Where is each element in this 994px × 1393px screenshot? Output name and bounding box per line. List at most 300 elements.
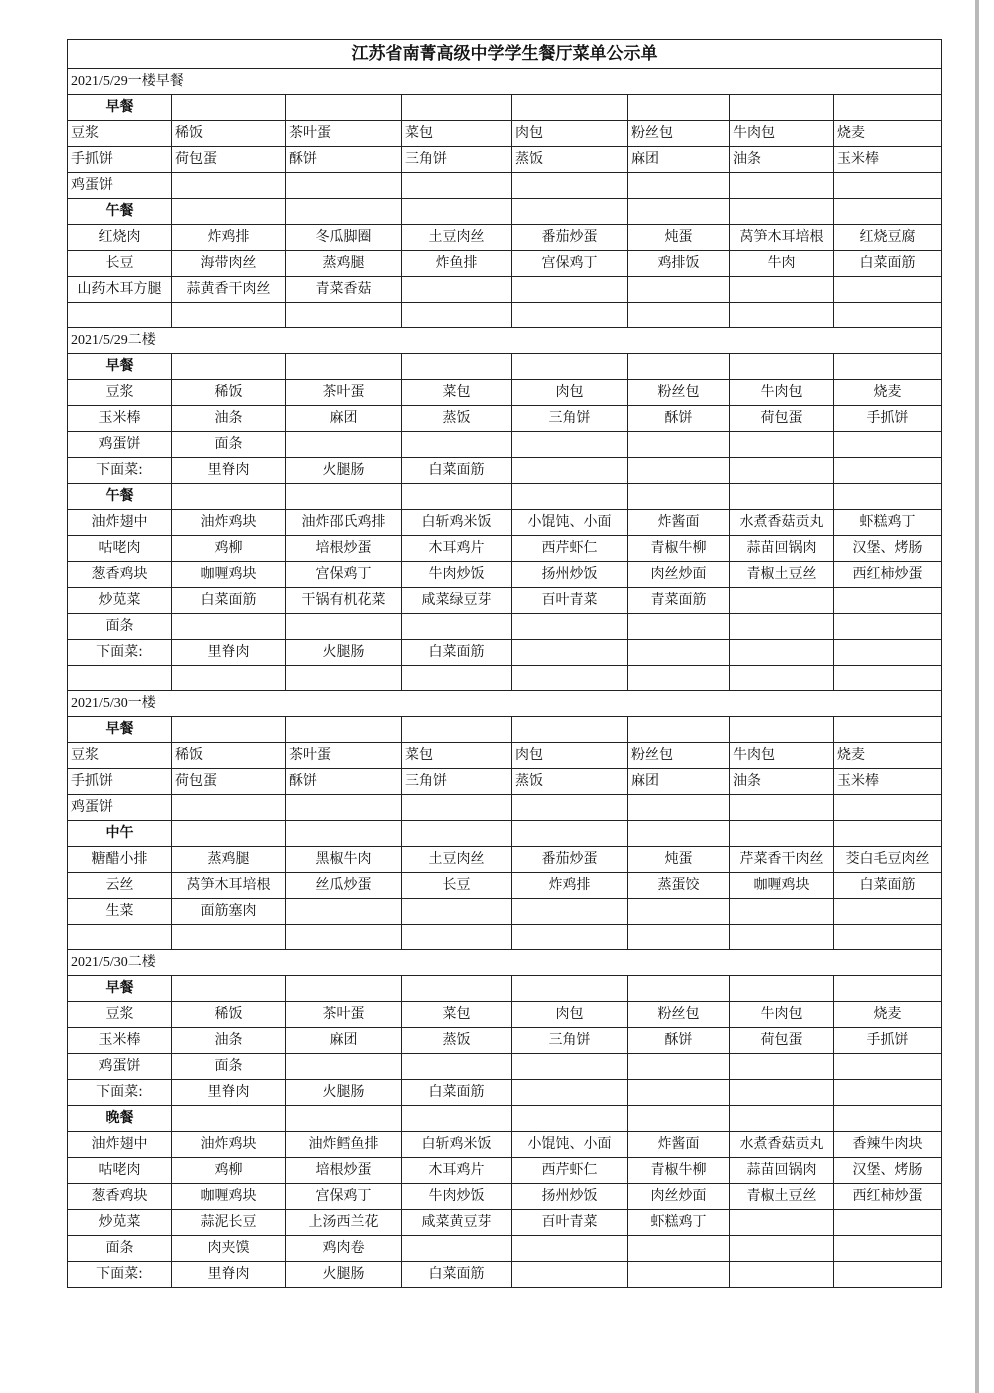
menu-item: 鸡柳 xyxy=(172,1158,286,1184)
menu-item: 青椒牛柳 xyxy=(628,536,730,562)
section-header-row xyxy=(68,950,942,976)
menu-item xyxy=(512,1080,628,1106)
menu-item: 炒苋菜 xyxy=(68,1210,172,1236)
menu-item xyxy=(286,95,402,121)
menu-item: 肉包 xyxy=(512,121,628,147)
menu-item xyxy=(286,173,402,199)
menu-item xyxy=(402,354,512,380)
menu-item: 油炸翅中 xyxy=(68,1132,172,1158)
menu-row xyxy=(68,717,942,743)
menu-item xyxy=(628,484,730,510)
menu-item: 荷包蛋 xyxy=(172,769,286,795)
menu-item: 蒜苗回锅肉 xyxy=(730,536,834,562)
menu-item: 红烧豆腐 xyxy=(834,225,942,251)
menu-item: 咖喱鸡块 xyxy=(172,562,286,588)
menu-item xyxy=(730,614,834,640)
menu-item: 荷包蛋 xyxy=(172,147,286,173)
menu-item xyxy=(628,1054,730,1080)
menu-item: 鸡排饭 xyxy=(628,251,730,277)
menu-item: 油炸鸡块 xyxy=(172,510,286,536)
menu-item: 肉丝炒面 xyxy=(628,1184,730,1210)
menu-item: 咕咾肉 xyxy=(68,536,172,562)
menu-item: 蒸蛋饺 xyxy=(628,873,730,899)
menu-item xyxy=(512,1236,628,1262)
menu-item xyxy=(512,976,628,1002)
menu-item xyxy=(834,1262,942,1288)
menu-item: 手抓饼 xyxy=(834,406,942,432)
section-header-row xyxy=(68,691,942,717)
menu-item xyxy=(286,354,402,380)
menu-item xyxy=(512,277,628,303)
menu-item: 牛肉包 xyxy=(730,121,834,147)
menu-item: 虾糕鸡丁 xyxy=(834,510,942,536)
menu-item: 百叶青菜 xyxy=(512,588,628,614)
menu-item: 蒸鸡腿 xyxy=(286,251,402,277)
menu-item: 油炸邵氏鸡排 xyxy=(286,510,402,536)
menu-item xyxy=(172,717,286,743)
menu-item: 鸡柳 xyxy=(172,536,286,562)
menu-item xyxy=(512,1262,628,1288)
menu-item xyxy=(730,458,834,484)
menu-item: 咸菜黄豆芽 xyxy=(402,1210,512,1236)
menu-item: 手抓饼 xyxy=(68,769,172,795)
menu-row xyxy=(68,562,942,588)
menu-item xyxy=(286,717,402,743)
menu-item: 荷包蛋 xyxy=(730,1028,834,1054)
menu-item xyxy=(834,1210,942,1236)
menu-item xyxy=(402,795,512,821)
menu-item: 香辣牛肉块 xyxy=(834,1132,942,1158)
menu-item: 宫保鸡丁 xyxy=(286,562,402,588)
menu-item: 西芹虾仁 xyxy=(512,1158,628,1184)
menu-item: 火腿肠 xyxy=(286,640,402,666)
menu-item xyxy=(172,1106,286,1132)
menu-item xyxy=(628,976,730,1002)
menu-item xyxy=(402,199,512,225)
menu-item xyxy=(834,1054,942,1080)
menu-item: 白菜面筋 xyxy=(834,251,942,277)
menu-row xyxy=(68,251,942,277)
menu-item: 稀饭 xyxy=(172,743,286,769)
menu-item: 扬州炒饭 xyxy=(512,562,628,588)
menu-item: 酥饼 xyxy=(286,147,402,173)
menu-row xyxy=(68,1184,942,1210)
menu-item: 三角饼 xyxy=(512,406,628,432)
menu-item xyxy=(834,795,942,821)
menu-row xyxy=(68,1002,942,1028)
menu-row xyxy=(68,225,942,251)
menu-item: 豆浆 xyxy=(68,743,172,769)
menu-item xyxy=(834,976,942,1002)
menu-item: 白菜面筋 xyxy=(834,873,942,899)
menu-item xyxy=(834,199,942,225)
menu-item: 玉米棒 xyxy=(834,769,942,795)
menu-item: 百叶青菜 xyxy=(512,1210,628,1236)
menu-item: 面筋塞肉 xyxy=(172,899,286,925)
menu-item xyxy=(172,666,286,691)
menu-item xyxy=(834,277,942,303)
menu-item: 炒苋菜 xyxy=(68,588,172,614)
menu-item xyxy=(512,1054,628,1080)
menu-item: 白斩鸡米饭 xyxy=(402,1132,512,1158)
menu-row xyxy=(68,1262,942,1288)
menu-item xyxy=(730,432,834,458)
menu-item: 葱香鸡块 xyxy=(68,562,172,588)
menu-item: 土豆肉丝 xyxy=(402,847,512,873)
menu-item: 黑椒牛肉 xyxy=(286,847,402,873)
menu-item: 牛肉包 xyxy=(730,380,834,406)
menu-item xyxy=(628,614,730,640)
menu-row xyxy=(68,173,942,199)
menu-item xyxy=(512,925,628,950)
menu-item xyxy=(730,354,834,380)
menu-item: 手抓饼 xyxy=(68,147,172,173)
meal-label: 早餐 xyxy=(68,717,172,743)
menu-item: 水煮香菇贡丸 xyxy=(730,1132,834,1158)
menu-item xyxy=(628,640,730,666)
menu-item: 油炸翅中 xyxy=(68,510,172,536)
menu-item xyxy=(628,173,730,199)
menu-row xyxy=(68,147,942,173)
menu-item: 蒸饭 xyxy=(402,1028,512,1054)
menu-item: 油炸鳕鱼排 xyxy=(286,1132,402,1158)
menu-item: 培根炒蛋 xyxy=(286,536,402,562)
menu-item xyxy=(834,666,942,691)
menu-item: 咖喱鸡块 xyxy=(172,1184,286,1210)
menu-row xyxy=(68,1106,942,1132)
menu-item: 干锅有机花菜 xyxy=(286,588,402,614)
menu-item xyxy=(68,303,172,328)
menu-row xyxy=(68,121,942,147)
menu-item xyxy=(402,717,512,743)
menu-item: 下面菜: xyxy=(68,458,172,484)
menu-item xyxy=(834,1236,942,1262)
menu-row xyxy=(68,277,942,303)
menu-item: 里脊肉 xyxy=(172,1080,286,1106)
menu-item xyxy=(172,354,286,380)
menu-item: 面条 xyxy=(68,1236,172,1262)
menu-item: 培根炒蛋 xyxy=(286,1158,402,1184)
menu-item: 烧麦 xyxy=(834,380,942,406)
menu-row xyxy=(68,899,942,925)
menu-item xyxy=(512,795,628,821)
menu-item: 蒸饭 xyxy=(402,406,512,432)
menu-item: 西红柿炒蛋 xyxy=(834,562,942,588)
menu-item: 豆浆 xyxy=(68,380,172,406)
menu-item xyxy=(628,717,730,743)
menu-item xyxy=(512,484,628,510)
menu-item: 白菜面筋 xyxy=(172,588,286,614)
menu-item: 水煮香菇贡丸 xyxy=(730,510,834,536)
menu-item: 鸡肉卷 xyxy=(286,1236,402,1262)
menu-item: 里脊肉 xyxy=(172,1262,286,1288)
menu-item xyxy=(834,588,942,614)
menu-item: 蒸饭 xyxy=(512,147,628,173)
menu-item: 山药木耳方腿 xyxy=(68,277,172,303)
menu-item xyxy=(402,666,512,691)
menu-row xyxy=(68,199,942,225)
menu-item xyxy=(286,614,402,640)
menu-row xyxy=(68,1132,942,1158)
menu-item: 麻团 xyxy=(628,147,730,173)
menu-item xyxy=(286,821,402,847)
menu-item: 白菜面筋 xyxy=(402,640,512,666)
menu-item: 小馄饨、小面 xyxy=(512,1132,628,1158)
menu-item: 汉堡、烤肠 xyxy=(834,536,942,562)
menu-item: 粉丝包 xyxy=(628,743,730,769)
menu-item xyxy=(512,95,628,121)
menu-item xyxy=(730,1262,834,1288)
menu-item: 海带肉丝 xyxy=(172,251,286,277)
menu-item: 菜包 xyxy=(402,743,512,769)
menu-item xyxy=(68,925,172,950)
menu-item: 豆浆 xyxy=(68,121,172,147)
menu-item xyxy=(172,199,286,225)
section-header: 2021/5/30二楼 xyxy=(68,950,942,976)
menu-item xyxy=(834,354,942,380)
menu-item xyxy=(730,666,834,691)
section-header-row xyxy=(68,69,942,95)
menu-item xyxy=(628,925,730,950)
menu-item xyxy=(286,1054,402,1080)
menu-item xyxy=(834,717,942,743)
menu-item xyxy=(402,432,512,458)
menu-item xyxy=(286,976,402,1002)
menu-item: 下面菜: xyxy=(68,640,172,666)
page-edge-shadow xyxy=(975,0,979,1393)
menu-item xyxy=(402,614,512,640)
menu-item: 番茄炒蛋 xyxy=(512,225,628,251)
menu-item: 粉丝包 xyxy=(628,1002,730,1028)
menu-item: 荷包蛋 xyxy=(730,406,834,432)
menu-item xyxy=(402,1236,512,1262)
menu-row xyxy=(68,873,942,899)
menu-item: 酥饼 xyxy=(628,1028,730,1054)
menu-item xyxy=(512,303,628,328)
menu-row xyxy=(68,458,942,484)
menu-item xyxy=(834,173,942,199)
menu-item xyxy=(512,199,628,225)
menu-item: 油条 xyxy=(172,406,286,432)
title-row xyxy=(68,40,942,69)
menu-item xyxy=(730,1106,834,1132)
menu-row xyxy=(68,821,942,847)
menu-item xyxy=(402,1106,512,1132)
menu-item xyxy=(402,173,512,199)
menu-item xyxy=(834,821,942,847)
menu-item xyxy=(172,484,286,510)
menu-item: 鸡蛋饼 xyxy=(68,1054,172,1080)
menu-item: 生菜 xyxy=(68,899,172,925)
menu-row xyxy=(68,588,942,614)
menu-item xyxy=(834,1080,942,1106)
menu-row xyxy=(68,666,942,691)
menu-item: 宫保鸡丁 xyxy=(286,1184,402,1210)
menu-item: 白菜面筋 xyxy=(402,1262,512,1288)
menu-item: 里脊肉 xyxy=(172,458,286,484)
menu-item: 青椒牛柳 xyxy=(628,1158,730,1184)
menu-item xyxy=(730,1236,834,1262)
menu-item xyxy=(172,303,286,328)
menu-item xyxy=(730,899,834,925)
menu-item: 白菜面筋 xyxy=(402,458,512,484)
menu-item: 粉丝包 xyxy=(628,380,730,406)
menu-item xyxy=(512,1106,628,1132)
menu-item: 菜包 xyxy=(402,1002,512,1028)
menu-item: 糖醋小排 xyxy=(68,847,172,873)
menu-row xyxy=(68,976,942,1002)
menu-item xyxy=(628,277,730,303)
menu-item: 肉包 xyxy=(512,1002,628,1028)
menu-item: 鸡蛋饼 xyxy=(68,795,172,821)
section-header-row xyxy=(68,328,942,354)
menu-item xyxy=(730,640,834,666)
meal-label: 中午 xyxy=(68,821,172,847)
menu-item xyxy=(512,666,628,691)
menu-item: 酥饼 xyxy=(628,406,730,432)
menu-item xyxy=(402,277,512,303)
menu-item xyxy=(730,925,834,950)
menu-item: 炸酱面 xyxy=(628,510,730,536)
meal-label: 午餐 xyxy=(68,484,172,510)
menu-item: 面条 xyxy=(68,614,172,640)
menu-row xyxy=(68,1158,942,1184)
menu-item xyxy=(628,458,730,484)
menu-item: 炸鱼排 xyxy=(402,251,512,277)
menu-item: 蒜黄香干肉丝 xyxy=(172,277,286,303)
menu-item xyxy=(172,925,286,950)
menu-item xyxy=(834,95,942,121)
menu-item: 下面菜: xyxy=(68,1262,172,1288)
menu-item xyxy=(834,458,942,484)
page-title: 江苏省南菁高级中学学生餐厅菜单公示单 xyxy=(68,40,942,69)
menu-item: 冬瓜脚圈 xyxy=(286,225,402,251)
menu-row xyxy=(68,432,942,458)
menu-item: 青菜香菇 xyxy=(286,277,402,303)
menu-item xyxy=(402,484,512,510)
menu-item xyxy=(730,821,834,847)
menu-item xyxy=(628,199,730,225)
menu-item: 蒜苗回锅肉 xyxy=(730,1158,834,1184)
menu-item xyxy=(512,640,628,666)
menu-item: 稀饭 xyxy=(172,1002,286,1028)
menu-item: 玉米棒 xyxy=(68,1028,172,1054)
menu-item: 酥饼 xyxy=(286,769,402,795)
section-header: 2021/5/29一楼早餐 xyxy=(68,69,942,95)
menu-item: 鸡蛋饼 xyxy=(68,173,172,199)
menu-row xyxy=(68,406,942,432)
menu-item: 鸡蛋饼 xyxy=(68,432,172,458)
meal-label: 晚餐 xyxy=(68,1106,172,1132)
menu-item: 粉丝包 xyxy=(628,121,730,147)
menu-item xyxy=(730,1054,834,1080)
menu-row xyxy=(68,640,942,666)
menu-item xyxy=(628,303,730,328)
menu-item: 茶叶蛋 xyxy=(286,380,402,406)
menu-row xyxy=(68,1236,942,1262)
menu-item xyxy=(286,303,402,328)
menu-item: 烧麦 xyxy=(834,743,942,769)
menu-item: 汉堡、烤肠 xyxy=(834,1158,942,1184)
menu-item xyxy=(628,1236,730,1262)
menu-item: 油条 xyxy=(730,769,834,795)
menu-item xyxy=(730,1210,834,1236)
menu-item: 油条 xyxy=(172,1028,286,1054)
menu-item xyxy=(512,614,628,640)
menu-item: 茶叶蛋 xyxy=(286,743,402,769)
menu-item xyxy=(512,899,628,925)
menu-item xyxy=(286,666,402,691)
menu-item: 肉丝炒面 xyxy=(628,562,730,588)
menu-item: 麻团 xyxy=(628,769,730,795)
menu-item xyxy=(68,666,172,691)
menu-item xyxy=(730,588,834,614)
menu-item: 火腿肠 xyxy=(286,458,402,484)
menu-item xyxy=(286,795,402,821)
menu-item: 茭白毛豆肉丝 xyxy=(834,847,942,873)
menu-item xyxy=(834,925,942,950)
menu-item xyxy=(730,976,834,1002)
menu-item: 牛肉炒饭 xyxy=(402,1184,512,1210)
menu-item: 西芹虾仁 xyxy=(512,536,628,562)
menu-item xyxy=(512,821,628,847)
menu-item xyxy=(730,199,834,225)
menu-item: 白斩鸡米饭 xyxy=(402,510,512,536)
menu-item xyxy=(402,925,512,950)
menu-item: 青椒土豆丝 xyxy=(730,1184,834,1210)
menu-item xyxy=(172,95,286,121)
menu-item xyxy=(730,303,834,328)
menu-item: 番茄炒蛋 xyxy=(512,847,628,873)
menu-item: 菜包 xyxy=(402,380,512,406)
menu-item: 三角饼 xyxy=(402,147,512,173)
menu-item: 木耳鸡片 xyxy=(402,1158,512,1184)
menu-item: 面条 xyxy=(172,1054,286,1080)
menu-item: 里脊肉 xyxy=(172,640,286,666)
menu-table xyxy=(67,39,942,1288)
menu-item xyxy=(628,1080,730,1106)
menu-item: 油炸鸡块 xyxy=(172,1132,286,1158)
menu-item xyxy=(512,354,628,380)
menu-item: 玉米棒 xyxy=(834,147,942,173)
menu-item xyxy=(286,1106,402,1132)
menu-item: 长豆 xyxy=(68,251,172,277)
menu-item: 烧麦 xyxy=(834,1002,942,1028)
menu-row xyxy=(68,484,942,510)
menu-item xyxy=(730,795,834,821)
menu-item: 炖蛋 xyxy=(628,225,730,251)
menu-item: 咕咾肉 xyxy=(68,1158,172,1184)
menu-item xyxy=(402,899,512,925)
menu-item xyxy=(512,432,628,458)
menu-item: 芹菜香干肉丝 xyxy=(730,847,834,873)
menu-item xyxy=(172,795,286,821)
menu-item xyxy=(628,821,730,847)
menu-row xyxy=(68,1054,942,1080)
menu-item: 麻团 xyxy=(286,406,402,432)
menu-item xyxy=(730,1080,834,1106)
menu-item xyxy=(628,1106,730,1132)
menu-item: 咖喱鸡块 xyxy=(730,873,834,899)
menu-item xyxy=(402,303,512,328)
menu-item: 扬州炒饭 xyxy=(512,1184,628,1210)
menu-item xyxy=(628,795,730,821)
menu-item xyxy=(402,1054,512,1080)
menu-item xyxy=(286,925,402,950)
menu-item: 油条 xyxy=(730,147,834,173)
menu-row xyxy=(68,95,942,121)
menu-item: 上汤西兰花 xyxy=(286,1210,402,1236)
